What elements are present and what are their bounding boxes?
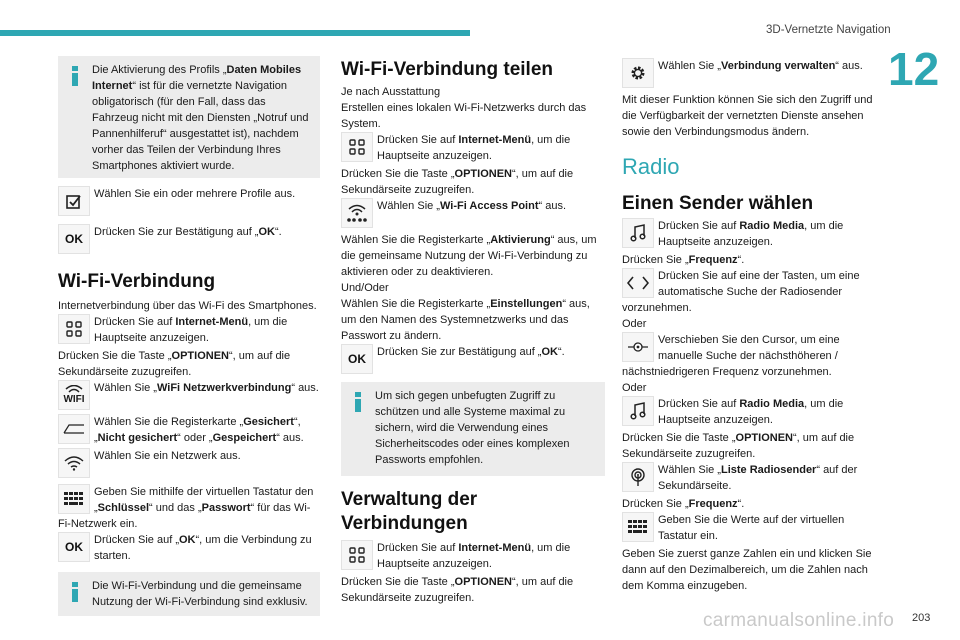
step-internet-menu-2: Drücken Sie auf Internet-Menü, um die Hauptseite anzuzeigen. [341, 540, 605, 574]
step-station-list: Wählen Sie „Liste Radiosender“ auf der Sekundärseite. [622, 462, 884, 496]
step-internet-menu: Drücken Sie auf Internet-Menü, um die Hauptseite anzuzeigen. [58, 314, 320, 348]
slider-cursor-icon [622, 332, 654, 362]
step-frequency-2: Drücken Sie „Frequenz“. [622, 498, 745, 510]
step-virtual-keyboard: Geben Sie die Werte auf der virtuellen Tastatur ein. [622, 512, 884, 546]
column-2 [341, 58, 605, 606]
step-access-point: Wählen Sie „Wi-Fi Access Point“ aus. [341, 198, 605, 232]
keyboard-icon [622, 512, 654, 542]
chapter-number: 12 [888, 43, 940, 95]
step-options: Drücken Sie die Taste „OPTIONEN“, um auf die Sekundärseite zuzugreifen. [58, 350, 291, 378]
heading-wifi-sharing: Wi-Fi-Verbindung teilen [341, 59, 553, 80]
column-3 [622, 58, 884, 594]
music-note-icon [622, 218, 654, 248]
or-text: Oder [622, 318, 647, 330]
step-start-connection: OK Drücken Sie auf „OK“, um die Verbindung zu starten. [58, 532, 320, 566]
wifi-icon: WIFI [58, 380, 90, 410]
section-title-radio: Radio [622, 154, 680, 179]
info-icon [355, 392, 361, 412]
grid-menu-icon [58, 314, 90, 344]
and-or-text: Und/Oder [341, 282, 389, 294]
info-note-security: Um sich gegen unbefugten Zugriff zu schützen und alle Systeme maximal zu sichern, wird die Verwendung eines Sicherheitscodes oder eines komplexen Passworts empfohlen. [341, 382, 605, 476]
grid-menu-icon [341, 540, 373, 570]
heading-select-station: Einen Sender wählen [622, 193, 814, 214]
step-enter-key: Geben Sie mithilfe der virtuellen Tastatur den „Schlüssel“ und das „Passwort“ für das Wi-Fi-Netzwerk ein. [58, 486, 314, 530]
intro-local-network: Erstellen eines lokalen Wi-Fi-Netzwerks durch das System. [341, 102, 587, 130]
ok-button-icon: OK [341, 344, 373, 374]
step-radio-media: Drücken Sie auf Radio Media, um die Hauptseite anzuzeigen. [622, 218, 884, 252]
step-options: Drücken Sie die Taste „OPTIONEN“, um auf die Sekundärseite zuzugreifen. [341, 168, 574, 196]
step-options-2: Drücken Sie die Taste „OPTIONEN“, um auf die Sekundärseite zuzugreifen. [341, 576, 574, 604]
watermark: carmanualsonline.info [703, 610, 895, 631]
checkbox-edit-icon [58, 186, 90, 216]
tab-icon [58, 414, 90, 444]
info-note-exclusive: Die Wi-Fi-Verbindung und die gemeinsame Nutzung der Wi-Fi-Verbindung sind exklusiv. [58, 572, 320, 616]
heading-wifi-connection: Wi-Fi-Verbindung [58, 271, 216, 292]
step-auto-search: Drücken Sie auf eine der Tasten, um eine automatische Suche der Radiosender vorzunehmen. [622, 270, 860, 314]
page-number: 203 [912, 612, 931, 624]
step-select-network: Wählen Sie ein Netzwerk aus. [58, 448, 320, 482]
keyboard-icon [58, 484, 90, 514]
step-frequency: Drücken Sie „Frequenz“. [622, 254, 745, 266]
column-1 [58, 56, 320, 616]
step-confirm-ok: OK Drücken Sie zur Bestätigung auf „OK“. [341, 344, 605, 378]
gear-icon [622, 58, 654, 88]
intro-text: Internetverbindung über das Wi-Fi des Smartphones. [58, 300, 317, 312]
ok-button-icon: OK [58, 532, 90, 562]
radio-antenna-icon [622, 462, 654, 492]
heading-manage-connections: Verwaltung der Verbindungen [341, 489, 478, 534]
step-manage-connection: Wählen Sie „Verbindung verwalten“ aus. [622, 58, 884, 92]
wifi-signal-icon [58, 448, 90, 478]
chevron-left-right-icon [622, 268, 654, 298]
info-note-mobile-data [58, 56, 320, 178]
hotspot-icon [341, 198, 373, 228]
grid-menu-icon [341, 132, 373, 162]
music-note-icon [622, 396, 654, 426]
step-select-profile: Wählen Sie ein oder mehrere Profile aus. [58, 186, 320, 220]
or-text-2: Oder [622, 382, 647, 394]
header-accent-bar [0, 30, 470, 36]
step-internet-menu: Drücken Sie auf Internet-Menü, um die Hauptseite anzuzeigen. [341, 132, 605, 166]
note-text: Die Aktivierung des Profils „Daten Mobiles Internet“ ist für die vernetzte Navigation obligatorisch (für den Fall, dass das Fahrzeug nicht mit den Diensten „Notruf und Pannenhilferuf“ ausgestattet ist), nachdem vorher das Teilen der Verbindung Ihres Smartphones aktiviert wurde. [92, 64, 309, 172]
info-icon [72, 66, 78, 86]
step-activation-tab: Wählen Sie die Registerkarte „Aktivierung“ aus, um die gemeinsame Nutzung der Wi-Fi-Verbindung zu aktivieren oder zu deaktivieren. [341, 234, 597, 278]
step-confirm-ok: OK Drücken Sie zur Bestätigung auf „OK“. [58, 224, 320, 258]
decimal-instructions: Geben Sie zuerst ganze Zahlen ein und klicken Sie dann auf den Dezimalbereich, um die Zahlen nach dem Komma einzugeben. [622, 548, 872, 592]
function-description: Mit dieser Funktion können Sie sich den Zugriff und die Verfügbarkeit der vernetzten Dienste ansehen sowie den Verbindungsmodus ändern. [622, 94, 873, 138]
intro-equipment: Je nach Ausstattung [341, 86, 441, 98]
step-wifi-network: WIFI Wählen Sie „WiFi Netzwerkverbindung“ aus. [58, 380, 320, 414]
step-options: Drücken Sie die Taste „OPTIONEN“, um auf die Sekundärseite zuzugreifen. [622, 432, 855, 460]
step-select-tab: Wählen Sie die Registerkarte „Gesichert“, „Nicht gesichert“ oder „Gespeichert“ aus. [58, 414, 320, 448]
ok-button-icon: OK [58, 224, 90, 254]
step-radio-media-2: Drücken Sie auf Radio Media, um die Hauptseite anzuzeigen. [622, 396, 884, 430]
section-title: 3D-Vernetzte Navigation [766, 24, 891, 36]
step-manual-search: Verschieben Sie den Cursor, um eine manuelle Suche der nächsthöheren / nächstniedrigeren Frequenz vorzunehmen. [622, 334, 840, 378]
step-settings-tab: Wählen Sie die Registerkarte „Einstellungen“ aus, um den Namen des Systemnetzwerks und das Passwort zu ändern. [341, 298, 590, 342]
info-icon [72, 582, 78, 602]
